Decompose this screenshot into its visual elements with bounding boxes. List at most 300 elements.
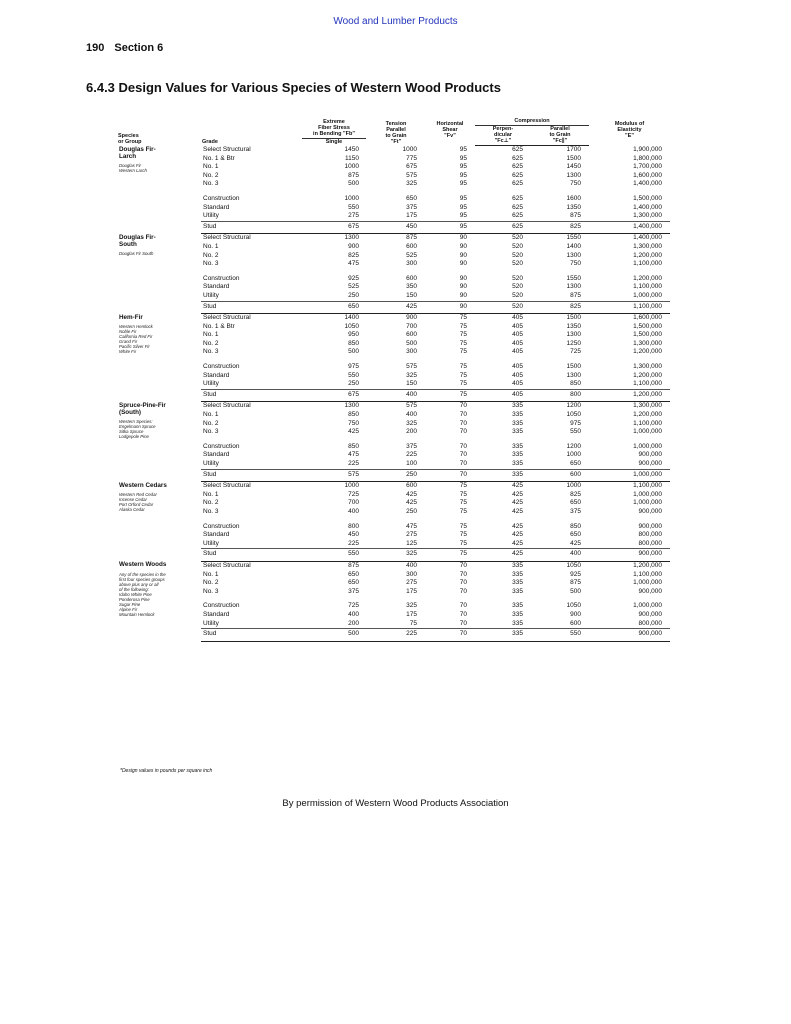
fb-cell: 1300 [344,402,359,410]
fb-cell: 425 [348,428,359,436]
section-label: Section 6 [114,42,164,54]
fc-par-cell: 825 [570,490,581,498]
e-cell: 800,000 [638,539,662,547]
col-header-fc-par: Parallel to Grain "Fc∥" [531,126,589,146]
e-cell: 900,000 [638,610,662,618]
fc-par-cell: 1550 [566,234,581,242]
fv-cell: 95 [459,203,467,211]
e-cell: 1,100,000 [633,260,662,268]
ft-cell: 100 [406,460,417,467]
fv-cell: 95 [459,145,467,153]
ft-cell: 575 [406,363,417,371]
grade-cell: Standard [203,531,230,539]
fv-cell: 70 [459,587,467,595]
grade-cell: No. 1 & Btr [203,154,235,162]
fc-perp-cell: 625 [512,180,523,188]
ft-cell: 200 [406,428,417,436]
e-cell: 1,400,000 [589,221,670,234]
fc-perp-cell: 405 [512,314,523,322]
species-list-item: Western Larch [119,167,147,173]
ft-cell: 175 [406,587,417,595]
grade-cell: Select Structural [203,145,251,153]
fb-cell: 1400 [344,314,359,322]
e-cell: 1,000,000 [633,490,662,498]
grade-cell: Utility [203,539,219,547]
fv-cell: 75 [459,507,467,515]
fc-perp-cell: 520 [512,291,523,299]
fb-cell: 275 [348,212,359,220]
col-header-grade: Grade [202,138,218,145]
ft-cell: 250 [367,469,425,482]
grade-cell: No. 2 [203,171,219,179]
grade-cell: Stud [201,389,301,402]
fc-perp-cell: 405 [512,371,523,379]
grade-cell: No. 1 [203,163,219,171]
species-list-item: Port Orford Cedar [119,501,154,507]
fb-cell: 850 [348,411,359,419]
e-cell: 1,300,000 [633,242,662,250]
fc-par-cell: 1500 [566,154,581,162]
grade-cell: Utility [203,380,219,388]
fb-cell: 225 [348,460,359,467]
fc-perp-cell: 405 [512,380,523,388]
e-cell: 1,000,000 [589,469,670,482]
e-cell: 1,200,000 [633,251,662,259]
fb-cell: 550 [301,549,367,562]
grade-cell: Construction [203,194,240,202]
species-group-name: Western Woods [119,561,167,569]
fv-cell: 75 [459,331,467,339]
fc-par-cell: 900 [570,610,581,618]
e-cell: 1,200,000 [633,371,662,379]
fv-cell: 95 [459,163,467,171]
page-title: 6.4.3 Design Values for Various Species of Western Wood Products [86,80,501,95]
fc-perp-cell: 520 [512,251,523,259]
species-list [119,419,199,439]
grade-cell: No. 2 [203,499,219,507]
fc-par-cell: 650 [570,460,581,467]
fc-par-cell: 1700 [566,146,581,153]
fc-perp-cell: 625 [512,203,523,211]
fb-cell: 1150 [345,154,359,162]
species-group-cell [117,146,201,234]
fb-cell: 875 [348,171,359,179]
fc-par-cell: 1300 [566,251,581,259]
grade-cell: No. 3 [203,348,219,356]
grade-cell: No. 1 [203,490,219,498]
fc-par-cell: 1500 [566,363,581,371]
ft-cell: 400 [367,389,425,402]
grade-cell: Select Structural [203,561,251,569]
species-group-name: Larch [119,152,137,160]
fc-par-cell: 875 [570,212,581,220]
ft-cell: 325 [406,180,417,188]
fc-perp-cell: 405 [512,331,523,339]
fc-par-cell: 1450 [566,163,581,171]
fc-perp-cell: 335 [512,442,523,450]
fb-cell: 850 [348,339,359,347]
fb-cell: 500 [348,180,359,188]
grade-cell: No. 2 [203,579,219,587]
fc-par-cell: 1250 [566,339,581,347]
fc-par-cell: 600 [570,619,581,627]
fc-par-cell: 825 [531,301,589,314]
fb-cell: 575 [301,469,367,482]
grade-cell: No. 1 [203,242,219,250]
fc-par-cell: 1300 [566,371,581,379]
fb-cell: 200 [348,619,359,627]
e-cell: 1,300,000 [633,402,662,410]
e-cell: 900,000 [638,587,662,595]
e-cell: 1,300,000 [633,363,662,371]
col-header-species: Species or Group [118,132,142,145]
fc-perp-cell: 335 [512,460,523,467]
fv-cell: 70 [459,610,467,618]
fb-cell: 525 [348,283,359,291]
fb-cell: 1450 [344,145,359,153]
fc-perp-cell: 625 [512,212,523,220]
fb-cell: 700 [348,499,359,507]
fc-perp-cell: 335 [512,579,523,587]
fb-cell: 725 [348,602,359,610]
grade-cell: Stud [201,629,301,642]
ft-cell: 425 [406,499,417,507]
e-cell: 1,600,000 [633,314,662,322]
ft-cell: 175 [406,610,417,618]
fv-cell: 90 [459,242,467,250]
fc-perp-cell: 425 [512,499,523,507]
ft-cell: 1000 [402,145,417,153]
e-cell: 1,100,000 [633,419,662,427]
fv-cell: 75 [425,389,475,402]
ft-cell: 225 [406,451,417,459]
table-row [117,402,670,411]
fv-cell: 70 [459,442,467,450]
ft-cell: 75 [409,619,417,627]
e-cell: 800,000 [638,619,662,627]
e-cell: 1,000,000 [633,442,662,450]
ft-cell: 600 [406,242,417,250]
grade-cell: No. 3 [203,587,219,595]
fc-par-cell: 1550 [566,274,581,282]
ft-cell: 375 [406,203,417,211]
fc-par-cell: 1350 [566,322,581,330]
e-cell: 900,000 [638,460,662,467]
table-row [117,234,670,243]
e-cell: 1,200,000 [633,348,662,356]
fc-perp-cell: 425 [512,531,523,539]
e-cell: 1,000,000 [633,602,662,610]
fc-perp-cell: 405 [512,348,523,356]
col-header-fv: Horizontal Shear "Fv" [436,120,464,139]
ft-cell: 475 [406,522,417,530]
species-list-item: Douglas Fir [119,162,141,168]
fv-cell: 70 [459,451,467,459]
fc-perp-cell: 520 [512,242,523,250]
e-cell: 1,800,000 [633,154,662,162]
ft-cell: 450 [367,221,425,234]
grade-cell: No. 3 [203,260,219,268]
ft-cell: 875 [406,234,417,242]
ft-cell: 325 [406,419,417,427]
e-cell: 1,100,000 [633,570,662,578]
fb-cell: 975 [348,363,359,371]
grade-cell: Standard [203,283,230,291]
species-list-item: Grand Fir [119,338,138,344]
fv-cell: 75 [459,531,467,539]
fv-cell: 90 [459,251,467,259]
fc-perp-cell: 625 [512,154,523,162]
fv-cell: 70 [459,579,467,587]
ft-cell: 275 [406,531,417,539]
fv-cell: 70 [425,629,475,642]
ft-cell: 600 [406,274,417,282]
fc-perp-cell: 520 [475,301,531,314]
species-list-item: Sitka Spruce [119,429,144,435]
fb-cell: 1000 [344,482,359,490]
fc-perp-cell: 405 [475,389,531,402]
fv-cell: 70 [459,428,467,436]
fv-cell: 90 [459,274,467,282]
grade-cell: No. 1 [203,411,219,419]
fb-cell: 1300 [344,234,359,242]
fb-cell: 225 [348,539,359,547]
fc-par-cell: 375 [570,507,581,515]
ft-cell: 575 [406,171,417,179]
grade-cell: Select Structural [203,234,251,242]
species-list-item: Idaho White Pine [119,591,152,597]
species-list-item: Alpine Fir [119,606,138,612]
grade-cell: Stud [201,469,301,482]
col-header-e: Modulus of Elasticity "E" [614,120,645,139]
table-row [117,314,670,323]
fc-perp-cell: 425 [512,522,523,530]
fc-perp-cell: 520 [512,260,523,268]
ft-cell: 775 [406,154,417,162]
species-list-item: Alaska Cedar [119,506,145,512]
species-group-name: Spruce-Pine-Fir [119,401,166,409]
species-list-item: Sugar Pine [119,601,141,607]
fb-cell: 400 [348,507,359,515]
fc-perp-cell: 335 [475,629,531,642]
fc-perp-cell: 425 [512,539,523,547]
fc-perp-cell: 335 [512,587,523,595]
fc-par-cell: 1050 [566,411,581,419]
fv-cell: 75 [459,322,467,330]
species-list [119,572,199,617]
fv-cell: 95 [459,212,467,220]
page-number: 190 [86,42,105,54]
fv-cell: 90 [459,291,467,299]
species-list-item: Western Red Cedar [119,491,157,497]
fc-par-cell: 1200 [566,442,581,450]
ft-cell: 600 [406,331,417,339]
ft-cell: 300 [406,570,417,578]
fb-cell: 1000 [344,163,359,171]
grade-cell: Standard [203,451,230,459]
species-list-item: Mountain Hemlock [119,611,155,617]
fb-cell: 250 [348,380,359,388]
fc-perp-cell: 335 [475,469,531,482]
fc-par-cell: 875 [570,291,581,299]
col-header-ft: Tension Parallel to Grain "Ft" [385,120,407,145]
ft-cell: 300 [406,348,417,356]
species-group-cell [117,561,201,641]
fc-perp-cell: 625 [475,221,531,234]
grade-cell: Select Structural [203,314,251,322]
ft-cell: 425 [367,301,425,314]
ft-cell: 250 [406,507,417,515]
fb-cell: 850 [348,442,359,450]
e-cell: 900,000 [638,451,662,459]
fc-par-cell: 1050 [566,561,581,569]
fc-par-cell: 875 [570,579,581,587]
fb-cell: 500 [348,348,359,356]
ft-cell: 675 [406,163,417,171]
e-cell: 1,300,000 [633,212,662,220]
fc-par-cell: 1000 [566,451,581,459]
grade-cell: No. 3 [203,507,219,515]
species-group-cell [117,314,201,402]
ft-cell: 525 [406,251,417,259]
e-cell: 1,400,000 [633,203,662,211]
fv-cell: 70 [425,469,475,482]
fb-cell: 925 [348,274,359,282]
ft-cell: 400 [406,411,417,419]
species-group-name: Douglas Fir- [119,145,156,153]
ft-cell: 900 [406,314,417,322]
e-cell: 1,400,000 [633,234,662,242]
species-group-name: Douglas Fir- [119,233,156,241]
fb-cell: 475 [348,260,359,268]
fc-perp-cell: 625 [512,171,523,179]
ft-cell: 325 [406,371,417,379]
fb-cell: 900 [348,242,359,250]
grade-cell: Standard [203,610,230,618]
fc-perp-cell: 335 [512,561,523,569]
e-cell: 1,600,000 [633,171,662,179]
fv-cell: 95 [459,154,467,162]
fb-cell: 650 [348,570,359,578]
col-header-compression: Compression [475,118,589,126]
fv-cell: 95 [459,194,467,202]
fv-cell: 75 [459,490,467,498]
grade-cell: Utility [203,619,219,627]
grade-cell: No. 1 & Btr [203,322,235,330]
grade-cell: Construction [203,442,240,450]
fb-cell: 375 [348,587,359,595]
fc-par-cell: 850 [570,380,581,388]
grade-cell: Utility [203,291,219,299]
e-cell: 900,000 [589,549,670,562]
ft-cell: 375 [406,442,417,450]
fv-cell: 75 [459,482,467,490]
grade-cell: Stud [201,301,301,314]
fv-cell: 90 [459,260,467,268]
e-cell: 1,500,000 [633,194,662,202]
e-cell: 1,300,000 [633,339,662,347]
grade-cell: Standard [203,203,230,211]
species-list [119,163,199,173]
e-cell: 1,700,000 [633,163,662,171]
fc-perp-cell: 625 [512,163,523,171]
ft-cell: 650 [406,194,417,202]
e-cell: 900,000 [589,629,670,642]
fb-cell: 1000 [344,194,359,202]
fb-cell: 250 [348,291,359,299]
fv-cell: 70 [459,561,467,569]
grade-cell: Select Structural [203,482,251,490]
fb-cell: 550 [348,371,359,379]
fv-cell: 95 [459,171,467,179]
fv-cell: 90 [459,234,467,242]
fc-perp-cell: 405 [512,322,523,330]
ft-cell: 175 [406,212,417,220]
fv-cell: 70 [459,570,467,578]
e-cell: 1,100,000 [633,482,662,490]
fv-cell: 75 [459,363,467,371]
table-body [117,146,670,642]
fc-perp-cell: 625 [512,146,523,153]
footnote: *Design values in pounds per square inch [120,768,213,774]
ft-cell: 700 [406,322,417,330]
species-list-item: Western Hemlock [119,323,153,329]
fc-perp-cell: 520 [512,283,523,291]
species-group-name: (South) [119,409,142,417]
ft-cell: 575 [406,402,417,410]
ft-cell: 325 [406,602,417,610]
species-group-name: Hem-Fir [119,313,143,321]
fv-cell: 95 [459,180,467,188]
species-list-item: Pacific Silver Fir [119,343,150,349]
table-row [117,561,670,570]
species-list-item: White Fir [119,348,137,354]
species-list-item: Ponderosa Pine [119,596,150,602]
e-cell: 1,500,000 [633,331,662,339]
e-cell: 1,100,000 [589,301,670,314]
fc-par-cell: 850 [570,522,581,530]
fb-cell: 800 [348,522,359,530]
fc-par-cell: 1300 [566,171,581,179]
fv-cell: 90 [425,301,475,314]
fc-par-cell: 1400 [566,242,581,250]
fc-par-cell: 1500 [566,314,581,322]
fv-cell: 75 [459,348,467,356]
table-row [117,146,670,155]
fb-cell: 675 [301,389,367,402]
species-group-cell [117,402,201,482]
ft-cell: 150 [406,380,417,388]
species-group-name: South [119,241,137,249]
fc-perp-cell: 425 [512,507,523,515]
fb-cell: 400 [348,610,359,618]
ft-cell: 125 [406,539,417,547]
fv-cell: 75 [459,522,467,530]
e-cell: 1,000,000 [633,428,662,436]
page-header [86,42,173,54]
fc-perp-cell: 425 [512,482,523,490]
ft-cell: 275 [406,579,417,587]
fb-cell: 950 [348,331,359,339]
fv-cell: 75 [459,314,467,322]
species-list-item: Lodgepole Pine [119,434,149,440]
fc-par-cell: 925 [570,570,581,578]
grade-cell: Construction [203,602,240,610]
fc-perp-cell: 335 [512,411,523,419]
ft-cell: 325 [367,549,425,562]
fb-cell: 675 [301,221,367,234]
e-cell: 1,000,000 [633,579,662,587]
